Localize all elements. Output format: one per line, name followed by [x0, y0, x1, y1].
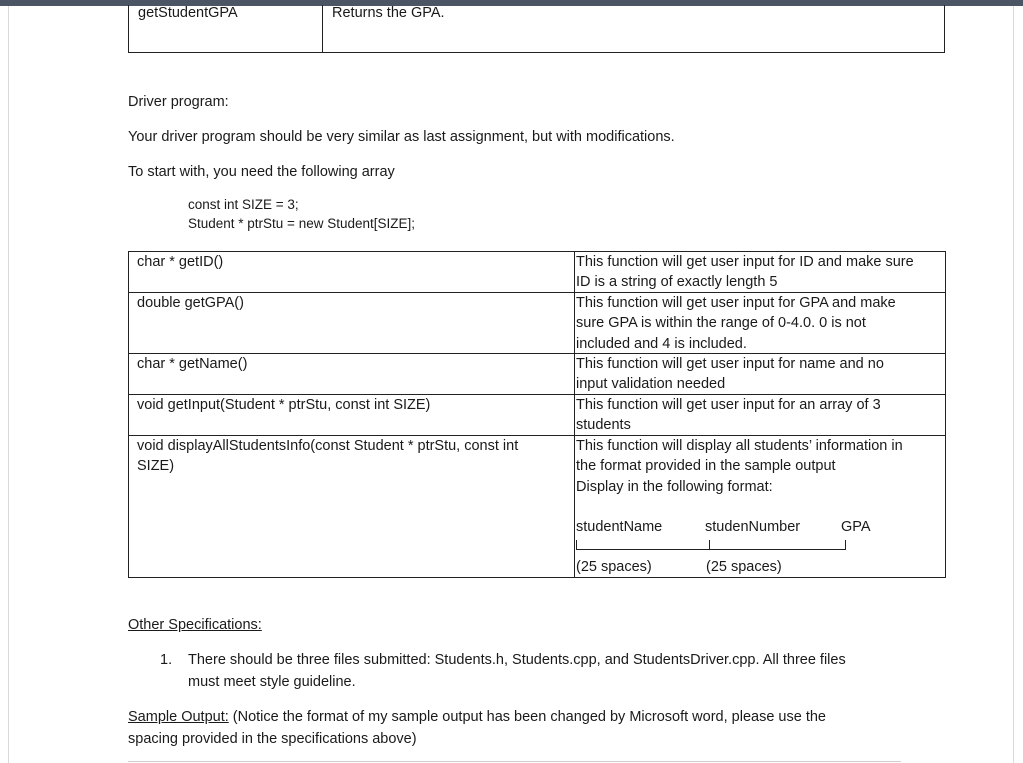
array-intro: To start with, you need the following array [128, 164, 395, 180]
spacing-bracket [845, 540, 846, 550]
format-column-label: studenNumber [705, 519, 801, 535]
method-name: getStudentGPA [138, 5, 238, 21]
driver-intro: Your driver program should be very similar as last assignment, but with modifications. [128, 129, 675, 145]
spacing-label: (25 spaces) [706, 559, 782, 575]
sample-output-label: Sample Output: [128, 709, 229, 725]
sample-output-note: spacing provided in the specifications above) [128, 731, 417, 747]
function-description: This function will get user input for GPA and make sure GPA is within the range of 0-4.0. 0 is not included and 4 is included. [576, 295, 896, 352]
function-signature: char * getName() [137, 356, 248, 372]
code-line: Student * ptrStu = new Student[SIZE]; [188, 216, 416, 231]
driver-heading: Driver program: [128, 94, 229, 110]
code-line: const int SIZE = 3; [188, 197, 299, 212]
function-description: This function will display all students’ information in the format provided in the sample output Display in the following format: [576, 438, 903, 495]
sample-output-note: (Notice the format of my sample output has been changed by Microsoft word, please use the [228, 709, 826, 725]
spacing-label: (25 spaces) [576, 559, 652, 575]
function-signature: void displayAllStudentsInfo(const Student * ptrStu, const int SIZE) [137, 438, 519, 475]
format-column-label: GPA [841, 519, 871, 535]
function-description: This function will get user input for name and no input validation needed [576, 356, 884, 393]
other-specs-heading: Other Specifications: [128, 617, 262, 633]
function-signature: void getInput(Student * ptrStu, const int SIZE) [137, 397, 431, 413]
list-item-text: must meet style guideline. [188, 674, 356, 690]
page-bottom-rule [128, 761, 901, 762]
spacing-bracket [576, 549, 710, 550]
list-item-text: There should be three files submitted: Students.h, Students.cpp, and StudentsDriver.cpp. All three files [188, 652, 846, 668]
function-description: This function will get user input for ID and make sure ID is a string of exactly length 5 [576, 254, 914, 291]
page-right-edge [1013, 6, 1014, 763]
format-column-label: studentName [576, 519, 663, 535]
function-signature: char * getID() [137, 254, 224, 270]
function-signature: double getGPA() [137, 295, 244, 311]
sample-output-paragraph [128, 707, 826, 727]
page-left-edge [8, 6, 9, 763]
function-description: This function will get user input for an array of 3 students [576, 397, 881, 434]
list-number: 1. [160, 652, 173, 668]
function-table [128, 251, 946, 578]
method-description: Returns the GPA. [332, 5, 445, 21]
method-table-continued [128, 5, 945, 53]
spacing-bracket [709, 549, 846, 550]
